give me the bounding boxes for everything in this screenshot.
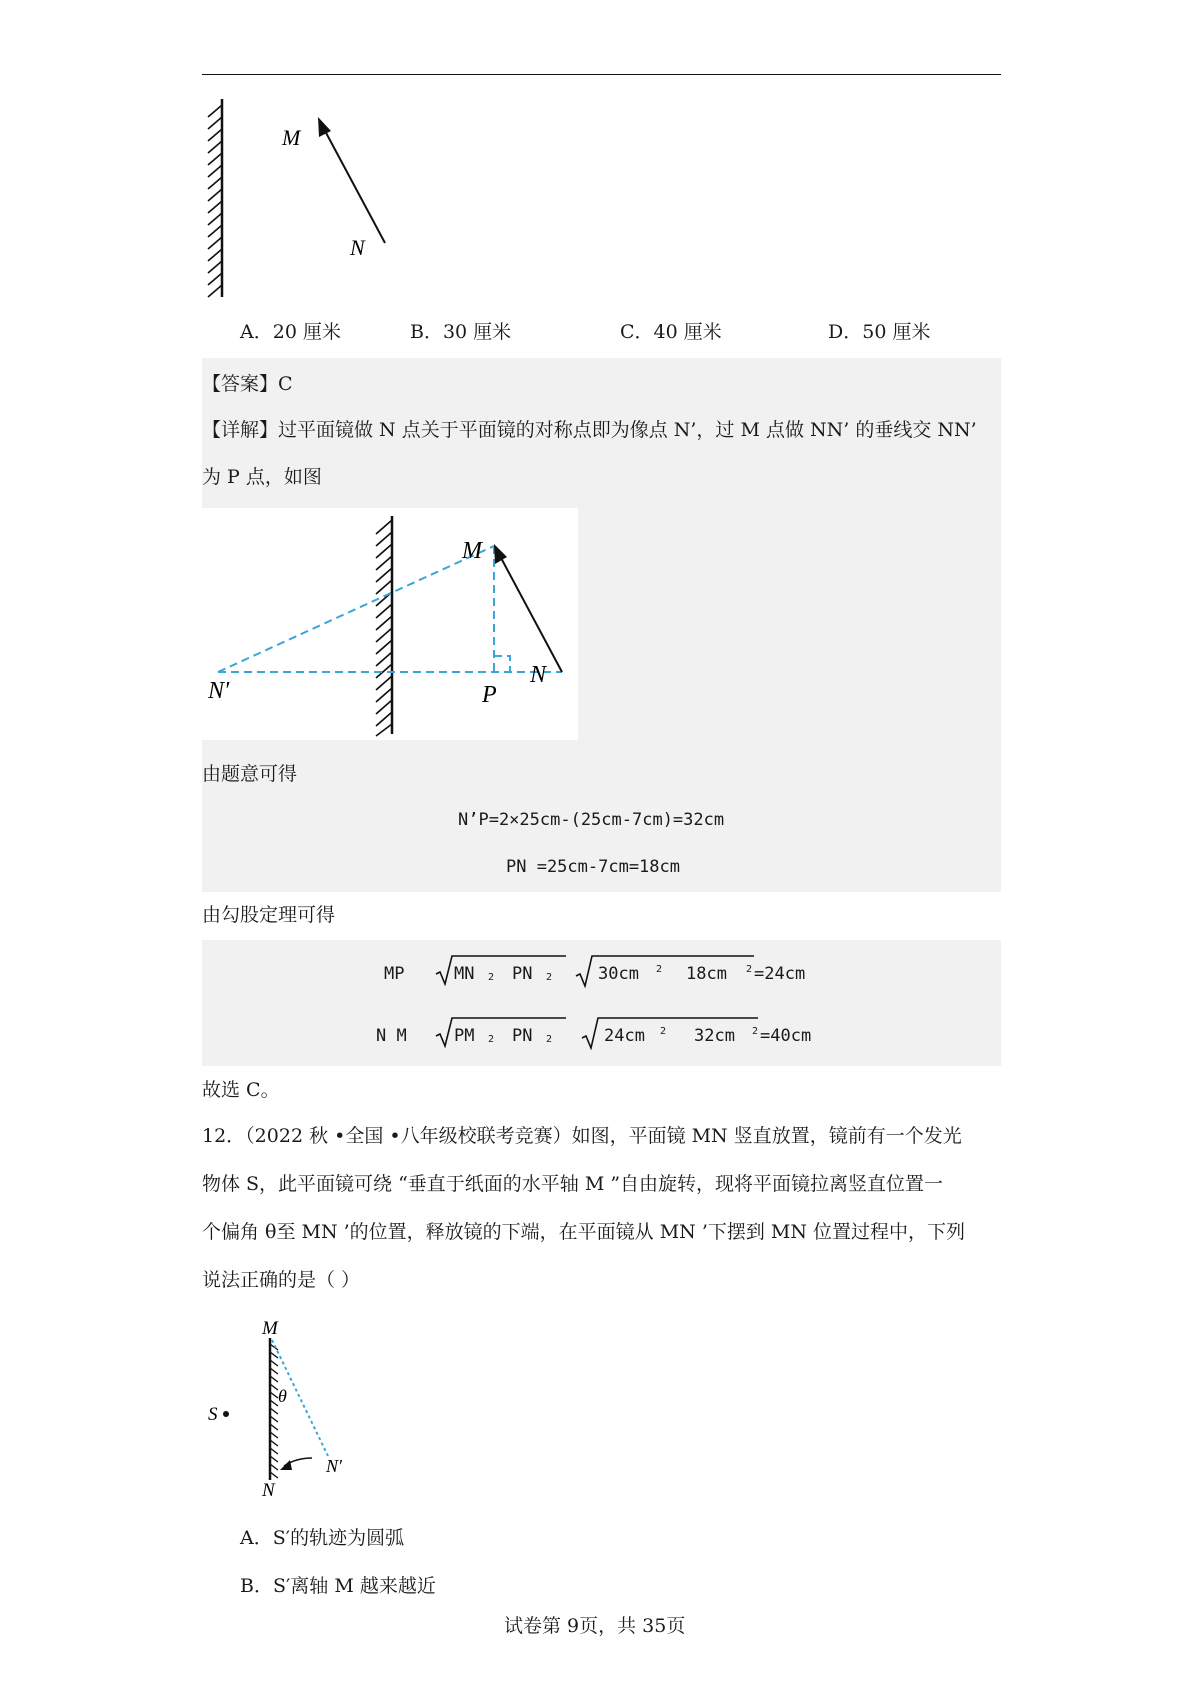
q11-option-d[interactable]: D．50 厘米 (828, 321, 931, 343)
q12-line-3: 个偏角 θ至 MN ’的位置，释放镜的下端，在平面镜从 MN ’下摆到 MN 位置过程中，下列 (202, 1221, 966, 1243)
q11-option-c[interactable]: C．40 厘米 (620, 321, 722, 343)
fig3-label-s: S (208, 1404, 218, 1425)
formula-2-lhs: N M (376, 1026, 407, 1046)
fig3-label-n: N (262, 1480, 275, 1500)
fig2-label-n: N (530, 662, 547, 688)
light-source-dot (223, 1411, 229, 1417)
answer-line: 【答案】C (202, 373, 293, 395)
equation-1: N’P=2×25cm-(25cm-7cm)=32cm (458, 810, 725, 830)
formula-mp: MP MN 2 PN 2 30cm 2 18cm 2 =24cm (384, 952, 864, 996)
q11-option-b[interactable]: B．30 厘米 (410, 321, 512, 343)
formula-1-lhs: MP (384, 964, 405, 984)
q12-line-4: 说法正确的是（ ） (202, 1269, 361, 1291)
figure-mirror-arrow (200, 95, 400, 305)
q11-option-a[interactable]: A．20 厘米 (240, 321, 341, 343)
q12-line-2: 物体 S，此平面镜可绕 “垂直于纸面的水平轴 M ”自由旋转，现将平面镜拉离竖直位置一 (202, 1173, 944, 1195)
formula-nm: N M PM 2 PN 2 24cm 2 32cm 2 =40cm (376, 1014, 866, 1058)
figure-mirror-construction (202, 508, 578, 740)
page-footer: 试卷第 9页，共 35页 (504, 1615, 686, 1637)
fig2-label-n-prime: N′ (208, 678, 230, 704)
conclusion: 故选 C。 (202, 1079, 280, 1101)
fig3-label-n-prime: N′ (326, 1456, 342, 1476)
q12-line-1: 12．（2022 秋 •全国 •八年级校联考竞赛）如图，平面镜 MN 竖直放置，镜前有一个发光 (202, 1125, 962, 1147)
fig2-label-p: P (482, 682, 497, 708)
q12-option-a[interactable]: A．S′的轨迹为圆弧 (240, 1527, 405, 1549)
q12-option-b[interactable]: B．S′离轴 M 越来越近 (240, 1575, 436, 1597)
equation-2: PN =25cm-7cm=18cm (506, 857, 680, 877)
detail-line-1: 【详解】过平面镜做 N 点关于平面镜的对称点即为像点 N’，过 M 点做 NN’ 的垂线交 NN’ (202, 419, 977, 441)
fig3-label-m: M (262, 1318, 278, 1339)
fig1-label-m: M (282, 125, 301, 150)
top-rule (202, 74, 1001, 75)
fig2-label-m: M (462, 538, 482, 564)
derivation-intro: 由题意可得 (202, 763, 298, 785)
fig1-label-n: N (350, 235, 365, 260)
detail-line-2: 为 P 点，如图 (202, 466, 322, 488)
pythagoras-intro: 由勾股定理可得 (202, 904, 336, 926)
fig3-label-theta: θ (278, 1386, 287, 1406)
figure-rotating-mirror (200, 1310, 360, 1500)
